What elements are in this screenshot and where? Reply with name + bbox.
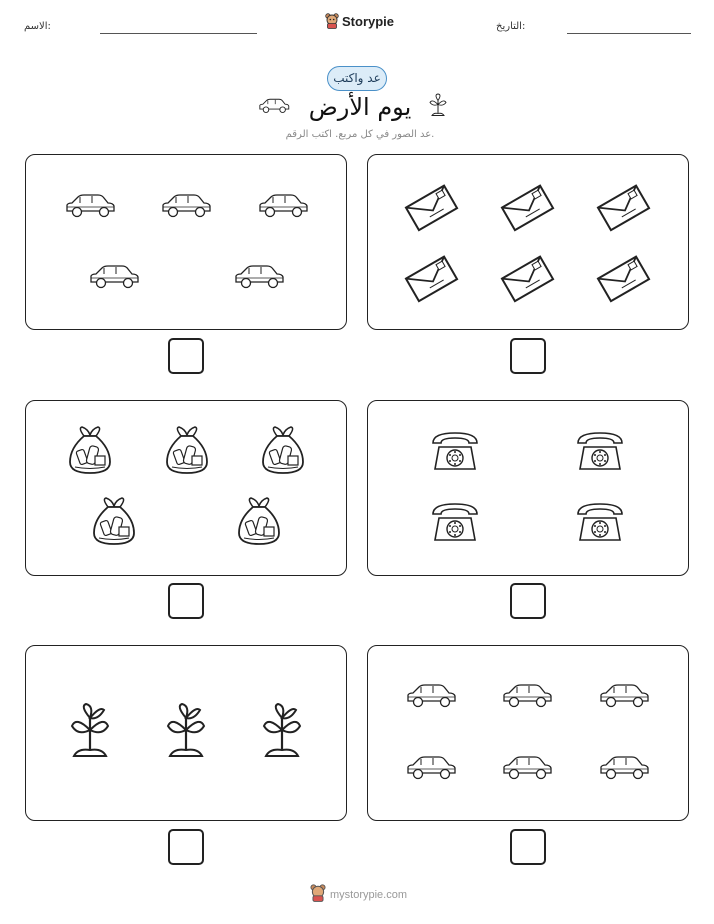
car-icon	[405, 683, 457, 709]
count-panel-4	[367, 400, 689, 576]
name-field[interactable]	[100, 33, 257, 34]
count-panel-2	[367, 154, 689, 330]
car-icon	[598, 755, 650, 781]
count-panel-6	[367, 645, 689, 821]
footer-url[interactable]: mystorypie.com	[330, 889, 408, 901]
telephone-icon	[574, 429, 626, 473]
envelope-icon	[499, 254, 555, 302]
answer-box-1[interactable]	[168, 338, 204, 374]
car-icon	[501, 755, 553, 781]
sprout-icon	[70, 702, 110, 760]
car-icon	[405, 755, 457, 781]
activity-badge: عد واكتب	[327, 66, 387, 91]
page-title: يوم الأرض	[308, 93, 412, 121]
date-label: التاريخ:	[496, 21, 526, 32]
bear-logo-icon	[325, 13, 339, 29]
answer-box-2[interactable]	[510, 338, 546, 374]
envelope-icon	[403, 183, 459, 231]
answer-box-6[interactable]	[510, 829, 546, 865]
footer-bear-icon	[310, 884, 326, 902]
envelope-icon	[499, 183, 555, 231]
car-icon	[501, 683, 553, 709]
telephone-icon	[429, 500, 481, 544]
car-icon	[88, 264, 140, 290]
instructions: عد الصور في كل مربع. اكتب الرقم.	[285, 129, 435, 140]
telephone-icon	[429, 429, 481, 473]
count-panel-1	[25, 154, 347, 330]
date-field[interactable]	[567, 33, 691, 34]
sprout-icon	[166, 702, 206, 760]
car-icon	[257, 193, 309, 219]
car-icon	[233, 264, 285, 290]
name-label: الاسم:	[24, 21, 51, 32]
brand-logo	[325, 13, 394, 29]
car-icon	[160, 193, 212, 219]
trash-bag-icon	[90, 497, 138, 547]
car-icon	[598, 683, 650, 709]
trash-bag-icon	[259, 426, 307, 476]
trash-bag-icon	[163, 426, 211, 476]
sprout-decoration-icon	[428, 93, 448, 119]
brand-name: Storypie	[342, 13, 395, 29]
telephone-icon	[574, 500, 626, 544]
trash-bag-icon	[235, 497, 283, 547]
sprout-icon	[262, 702, 302, 760]
trash-bag-icon	[66, 426, 114, 476]
answer-box-4[interactable]	[510, 583, 546, 619]
envelope-icon	[595, 254, 651, 302]
envelope-icon	[595, 183, 651, 231]
car-icon	[64, 193, 116, 219]
answer-box-5[interactable]	[168, 829, 204, 865]
answer-box-3[interactable]	[168, 583, 204, 619]
envelope-icon	[403, 254, 459, 302]
